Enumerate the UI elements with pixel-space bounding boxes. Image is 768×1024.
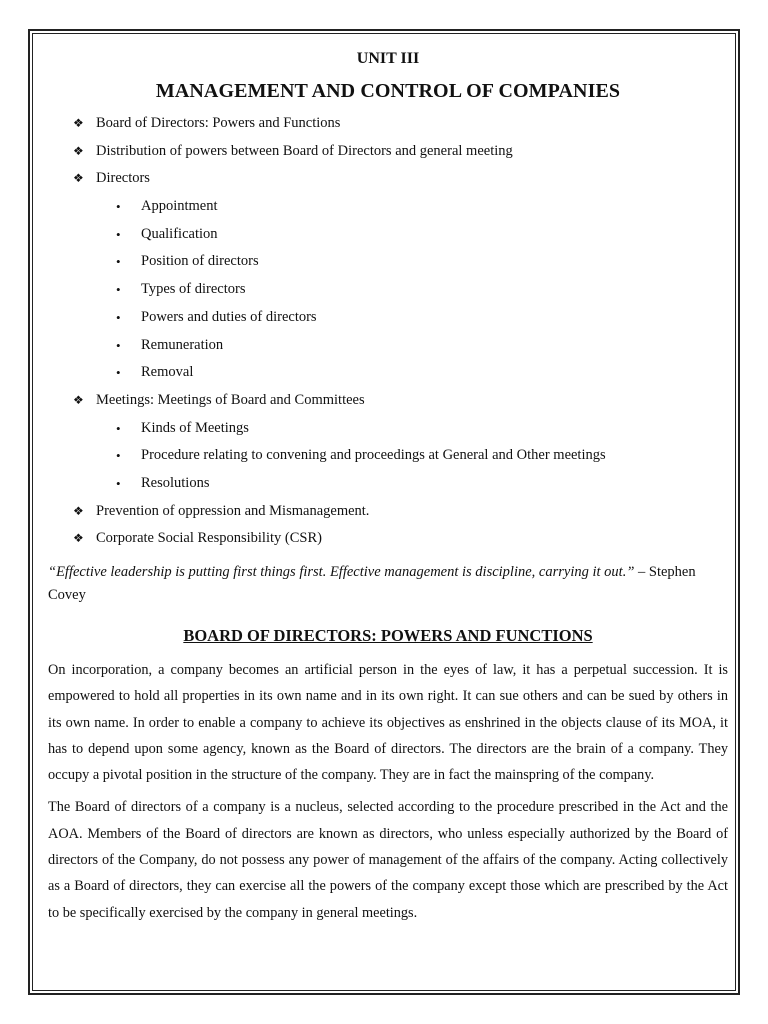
outline-item — [48, 248, 728, 276]
bullet-icon: • — [116, 226, 121, 242]
bullet-icon: • — [116, 282, 121, 298]
outline-item-text: Powers and duties of directors — [141, 308, 317, 325]
bullet-icon: • — [116, 337, 121, 353]
bullet-icon: • — [116, 420, 121, 436]
outline-item-text: Remuneration — [141, 336, 224, 353]
outline-item-text: Resolutions — [141, 474, 210, 491]
outline-item — [48, 165, 728, 193]
outline-item-text: Board of Directors: Powers and Functions — [96, 115, 341, 131]
outline-item — [48, 387, 728, 415]
diamond-bullet-icon: ❖ — [73, 392, 84, 407]
outline-item — [48, 304, 728, 332]
page-title: MANAGEMENT AND CONTROL OF COMPANIES — [155, 80, 621, 102]
bullet-icon: • — [116, 475, 121, 491]
section-heading: BOARD OF DIRECTORS: POWERS AND FUNCTIONS — [183, 626, 593, 645]
diamond-bullet-icon: ❖ — [73, 531, 84, 546]
outline-item — [48, 276, 728, 304]
outline-item — [48, 470, 728, 498]
outline-item — [48, 525, 728, 553]
bullet-icon: • — [116, 365, 121, 381]
diamond-bullet-icon: ❖ — [73, 116, 84, 130]
document-body — [48, 46, 728, 932]
bullet-icon: • — [116, 254, 121, 270]
outline-item — [48, 193, 728, 221]
diamond-bullet-icon: ❖ — [73, 171, 84, 186]
outline-item-text: Removal — [141, 364, 194, 381]
quote-attribution: – Stephen Covey — [48, 564, 696, 603]
outline-item — [48, 498, 728, 526]
outline-item-text: Distribution of powers between Board of Directors and general meeting — [96, 142, 513, 159]
paragraph: The Board of directors of a company is a nucleus, selected according to the procedure prescribed in the Act and the AOA. Members of the Board of directors are known as directors, who unless especially authorized by the Board of directors of the Company, do not possess any power of management of the affairs of the company. Acting collectively as a Board of directors, they can exercise all the powers of the company except those which are prescribed by the Act to be specifically exercised by the company in general meetings. — [48, 799, 728, 921]
outline-item-text: Prevention of oppression and Mismanagement. — [96, 502, 370, 519]
outline-item — [48, 415, 728, 443]
quote — [48, 561, 728, 607]
outline-item-text: Corporate Social Responsibility (CSR) — [96, 530, 322, 547]
outline-item-text: Qualification — [141, 225, 218, 242]
outline-item-text: Directors — [96, 170, 150, 187]
topic-outline — [48, 110, 728, 553]
unit-heading: UNIT III — [356, 50, 420, 67]
outline-item — [48, 332, 728, 360]
quote-text: “Effective leadership is putting first things first. Effective management is discipline, carrying it out.” — [48, 564, 635, 580]
outline-item-text: Position of directors — [141, 253, 259, 270]
bullet-icon: • — [116, 309, 121, 325]
outline-item — [48, 138, 728, 166]
outline-item-text: Procedure relating to convening and proceedings at General and Other meetings — [141, 447, 606, 464]
outline-item — [48, 442, 728, 470]
bullet-icon: • — [116, 448, 121, 464]
bullet-icon: • — [116, 199, 121, 215]
diamond-bullet-icon: ❖ — [73, 503, 84, 518]
outline-item-text: Meetings: Meetings of Board and Committees — [96, 391, 365, 408]
outline-item — [48, 221, 728, 249]
outline-item — [48, 359, 728, 387]
diamond-bullet-icon: ❖ — [73, 143, 84, 158]
outline-item-text: Types of directors — [141, 281, 246, 298]
outline-item — [48, 110, 728, 138]
paragraph: On incorporation, a company becomes an artificial person in the eyes of law, it has a perpetual succession. It is empowered to hold all properties in its own name and in its own right. It can sue others and can be sued by others in its own name. In order to enable a company to achieve its objectives as enshrined in the objects clause of its MOA, it has to depend upon some agency, known as the Board of directors. The directors are the brain of a company. They occupy a pivotal position in the structure of the company. They are in fact the mainspring of the company. — [48, 662, 728, 784]
outline-item-text: Appointment — [141, 198, 218, 215]
outline-item-text: Kinds of Meetings — [141, 419, 249, 436]
